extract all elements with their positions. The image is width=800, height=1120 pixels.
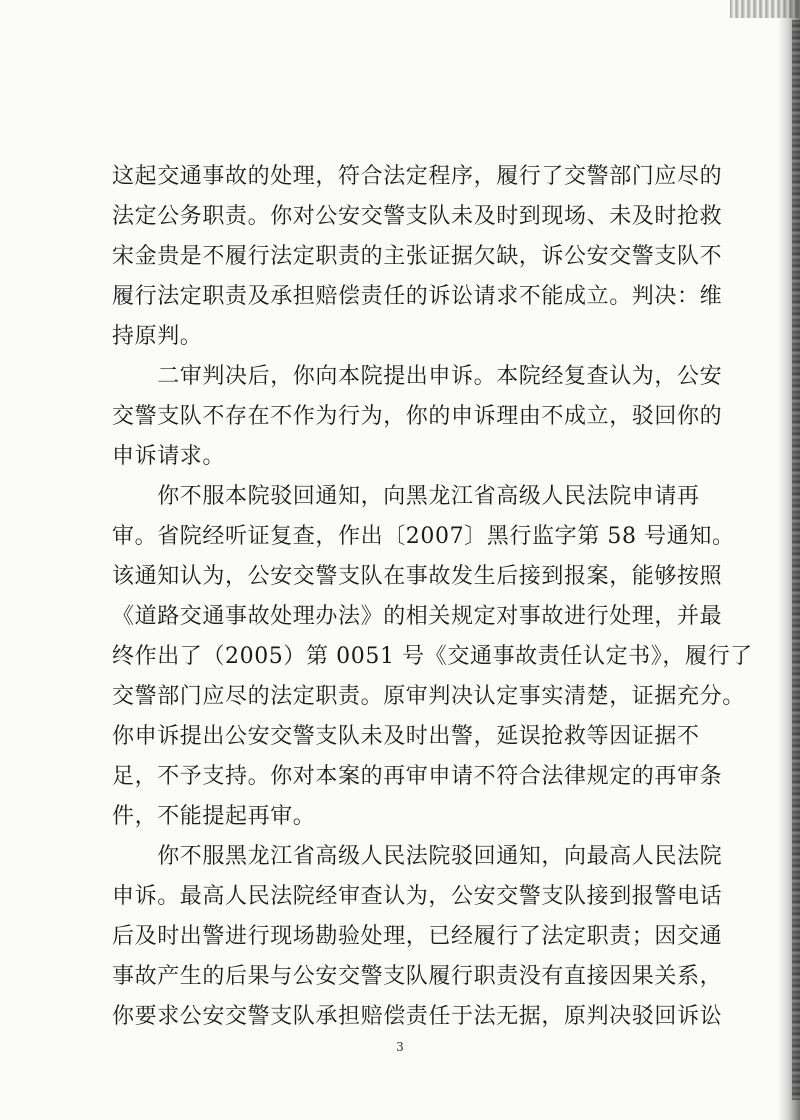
page-number: 3: [396, 1040, 404, 1054]
text-line: 后及时出警进行现场勘验处理，已经履行了法定职责；因交通: [112, 924, 723, 949]
text-line: 持原判。: [112, 324, 203, 349]
scan-edge-noise: [792, 20, 800, 1100]
text-line: 申诉请求。: [112, 444, 226, 469]
text-line: 事故产生的后果与公安交警支队履行职责没有直接因果关系，: [112, 964, 723, 989]
text-line: 你不服黑龙江省高级人民法院驳回通知，向最高人民法院: [112, 844, 723, 869]
text-line: 交警部门应尽的法定职责。原审判决认定事实清楚，证据充分。: [112, 684, 745, 709]
text-line: 履行法定职责及承担赔偿责任的诉讼请求不能成立。判决：维: [112, 284, 723, 309]
text-line: 宋金贵是不履行法定职责的主张证据欠缺，诉公安交警支队不: [112, 244, 723, 269]
text-line: 法定公务职责。你对公安交警支队未及时到现场、未及时抢救: [112, 204, 723, 229]
text-line: 你要求公安交警支队承担赔偿责任于法无据，原判决驳回诉讼: [112, 1004, 723, 1029]
body-text: [112, 157, 753, 1037]
text-line: 二审判决后，你向本院提出申诉。本院经复查认为，公安: [112, 364, 723, 389]
text-line: 该通知认为，公安交警支队在事故发生后接到报案，能够按照: [112, 564, 723, 589]
text-line: 终作出了（2005）第 0051 号《交通事故责任认定书》，履行了: [112, 644, 753, 669]
text-line: 你不服本院驳回通知，向黑龙江省高级人民法院申请再: [112, 484, 700, 509]
text-line: 审。省院经听证复查，作出〔2007〕黑行监字第 58 号通知。: [112, 524, 735, 549]
text-line: 你申诉提出公安交警支队未及时出警，延误抢救等因证据不: [112, 724, 700, 749]
text-line: 这起交通事故的处理，符合法定程序，履行了交警部门应尽的: [112, 164, 723, 189]
text-line: 《道路交通事故处理办法》的相关规定对事故进行处理，并最: [112, 604, 723, 629]
text-line: 足，不予支持。你对本案的再审申请不符合法律规定的再审条: [112, 764, 723, 789]
text-line: 交警支队不存在不作为行为，你的申诉理由不成立，驳回你的: [112, 404, 723, 429]
text-line: 申诉。最高人民法院经审查认为，公安交警支队接到报警电话: [112, 884, 723, 909]
text-line: 件，不能提起再审。: [112, 804, 316, 829]
